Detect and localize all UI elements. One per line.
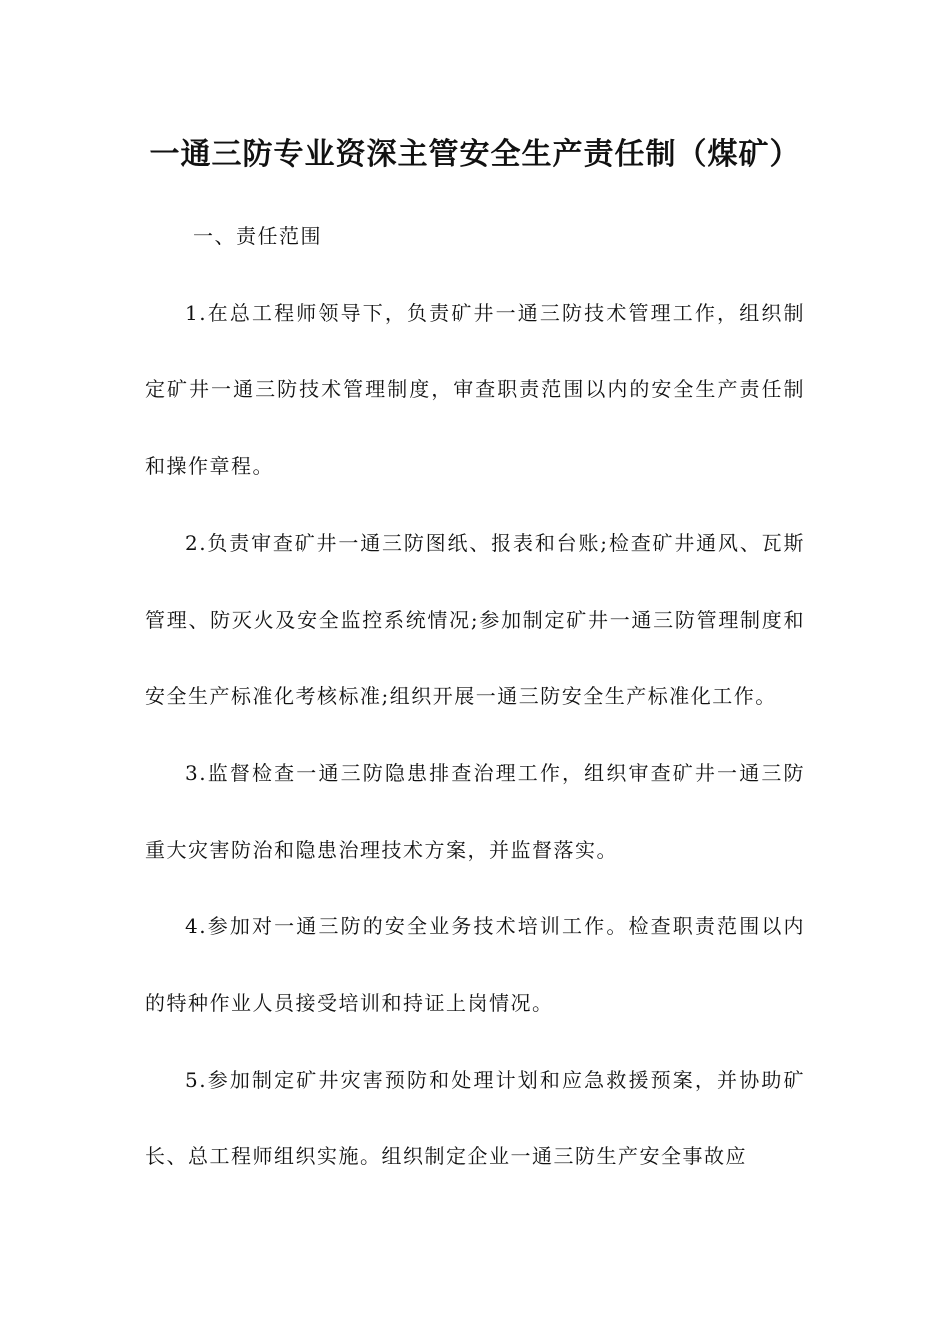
document-title: 一通三防专业资深主管安全生产责任制（煤矿） bbox=[149, 137, 801, 172]
paragraph-5: 5.参加制定矿井灾害预防和处理计划和应急救援预案，并协助矿长、总工程师组织实施。组织制定企业一通三防生产安全事故应 bbox=[145, 1067, 805, 1169]
paragraph-1: 1.在总工程师领导下，负责矿井一通三防技术管理工作，组织制定矿井一通三防技术管理制度，审查职责范围以内的安全生产责任制和操作章程。 bbox=[145, 300, 805, 479]
section-heading: 一、责任范围 bbox=[193, 224, 322, 248]
document-body bbox=[145, 198, 805, 1195]
paragraph-4: 4.参加对一通三防的安全业务技术培训工作。检查职责范围以内的特种作业人员接受培训和持证上岗情况。 bbox=[145, 914, 805, 1016]
paragraph-2: 2.负责审查矿井一通三防图纸、报表和台账;检查矿井通风、瓦斯管理、防灭火及安全监控系统情况;参加制定矿井一通三防管理制度和安全生产标准化考核标准;组织开展一通三防安全生产标准化工作。 bbox=[145, 530, 805, 709]
paragraph-3: 3.监督检查一通三防隐患排查治理工作，组织审查矿井一通三防重大灾害防治和隐患治理技术方案，并监督落实。 bbox=[145, 760, 805, 862]
